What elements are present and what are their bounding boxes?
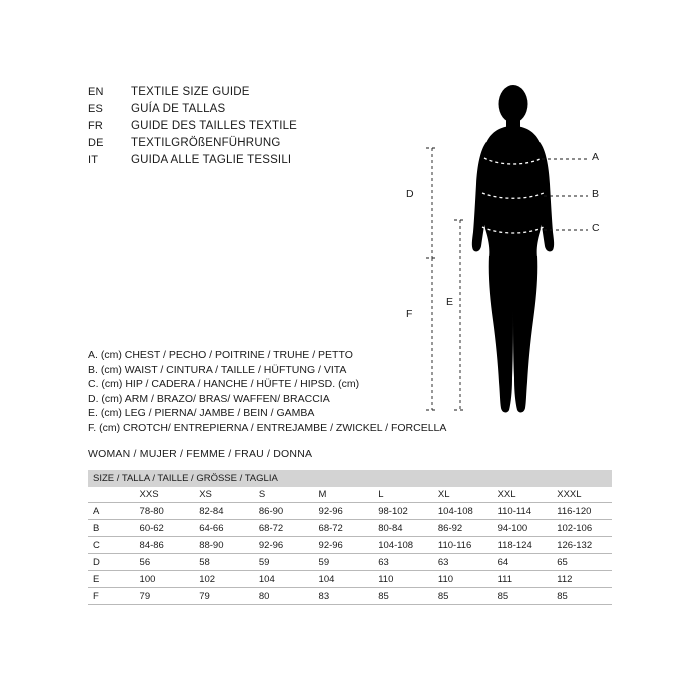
cell: 78-80 [135, 503, 195, 520]
cell: 104-108 [433, 503, 493, 520]
silhouette-shape [472, 85, 554, 412]
row-label-f: F [88, 588, 135, 605]
row-label-d: D [88, 554, 135, 571]
cell: 92-96 [254, 537, 314, 554]
cell: 83 [314, 588, 374, 605]
row-label-e: E [88, 571, 135, 588]
cell: 85 [493, 588, 553, 605]
cell: 110 [433, 571, 493, 588]
cell: 104 [314, 571, 374, 588]
cell: 104 [254, 571, 314, 588]
legend-item-e: E. (cm) LEG / PIERNA/ JAMBE / BEIN / GAMBA [88, 407, 315, 420]
column-s: S [254, 487, 314, 503]
title-lang-es: ES [88, 103, 104, 115]
legend-item-d: D. (cm) ARM / BRAZO/ BRAS/ WAFFEN/ BRACCIA [88, 392, 330, 405]
dim-label-b: B [592, 188, 600, 200]
cell: 59 [254, 554, 314, 571]
cell: 63 [433, 554, 493, 571]
cell: 82-84 [194, 503, 254, 520]
cell: 63 [373, 554, 433, 571]
row-label-b: B [88, 520, 135, 537]
title-row [88, 154, 418, 171]
row-label-a: A [88, 503, 135, 520]
column-xs: XS [194, 487, 254, 503]
title-row [88, 103, 418, 120]
cell: 111 [493, 571, 553, 588]
legend-item-b: B. (cm) WAIST / CINTURA / TAILLE / HÜFTUNG / VITA [88, 363, 347, 376]
title-text-es: GUÍA DE TALLAS [131, 103, 226, 115]
column-m: M [314, 487, 374, 503]
cell: 110-114 [493, 503, 553, 520]
cell: 104-108 [373, 537, 433, 554]
table-header-label: SIZE / TALLA / TAILLE / GRÖSSE / TAGLIA [88, 470, 612, 487]
table-header-row [88, 470, 612, 487]
column-xl: XL [433, 487, 493, 503]
cell: 112 [552, 571, 612, 588]
dim-label-f: F [406, 308, 413, 320]
title-lang-it: IT [88, 154, 99, 166]
table-row [88, 554, 612, 571]
cell: 59 [314, 554, 374, 571]
cell: 65 [552, 554, 612, 571]
cell: 85 [433, 588, 493, 605]
title-row [88, 86, 418, 103]
table-row [88, 520, 612, 537]
cell: 56 [135, 554, 195, 571]
measurement-legend [88, 348, 468, 436]
dim-label-a: A [592, 151, 600, 163]
cell: 68-72 [314, 520, 374, 537]
table-row [88, 537, 612, 554]
row-label-c: C [88, 537, 135, 554]
column-xxs: XXS [135, 487, 195, 503]
dim-label-e: E [446, 296, 454, 308]
cell: 94-100 [493, 520, 553, 537]
cell: 110-116 [433, 537, 493, 554]
cell: 64-66 [194, 520, 254, 537]
title-text-fr: GUIDE DES TAILLES TEXTILE [131, 120, 298, 132]
title-text-it: GUIDA ALLE TAGLIE TESSILI [131, 154, 292, 166]
cell: 64 [493, 554, 553, 571]
column-xxl: XXL [493, 487, 553, 503]
cell: 80 [254, 588, 314, 605]
cell: 102 [194, 571, 254, 588]
title-lang-fr: FR [88, 120, 104, 132]
dim-label-d: D [406, 188, 414, 200]
cell: 80-84 [373, 520, 433, 537]
title-text-en: TEXTILE SIZE GUIDE [131, 86, 250, 98]
cell: 100 [135, 571, 195, 588]
title-lang-en: EN [88, 86, 104, 98]
cell: 92-96 [314, 503, 374, 520]
size-table-wrap [88, 470, 612, 605]
cell: 85 [552, 588, 612, 605]
cell: 68-72 [254, 520, 314, 537]
cell: 79 [194, 588, 254, 605]
title-lang-de: DE [88, 137, 104, 149]
cell: 86-90 [254, 503, 314, 520]
cell: 58 [194, 554, 254, 571]
title-block [88, 86, 418, 171]
group-label: WOMAN / MUJER / FEMME / FRAU / DONNA [88, 448, 313, 460]
dim-label-c: C [592, 222, 600, 234]
cell: 126-132 [552, 537, 612, 554]
title-row [88, 137, 418, 154]
legend-item-f: F. (cm) CROTCH/ ENTREPIERNA / ENTREJAMBE / ZWICKEL / FORCELLA [88, 421, 447, 434]
legend-item-a: A. (cm) CHEST / PECHO / POITRINE / TRUHE / PETTO [88, 349, 353, 361]
title-text-de: TEXTILGRÖßENFÜHRUNG [131, 137, 281, 149]
legend-item-c: C. (cm) HIP / CADERA / HANCHE / HÜFTE / HIPSD. (cm) [88, 378, 360, 391]
table-row [88, 503, 612, 520]
cell: 116-120 [552, 503, 612, 520]
table-column-row [88, 487, 612, 503]
cell: 60-62 [135, 520, 195, 537]
cell: 102-106 [552, 520, 612, 537]
cell: 118-124 [493, 537, 553, 554]
table-row [88, 588, 612, 605]
cell: 92-96 [314, 537, 374, 554]
cell: 86-92 [433, 520, 493, 537]
cell: 110 [373, 571, 433, 588]
table-row [88, 571, 612, 588]
title-row [88, 120, 418, 137]
cell: 88-90 [194, 537, 254, 554]
column-l: L [373, 487, 433, 503]
cell: 79 [135, 588, 195, 605]
size-table [88, 470, 612, 605]
column-corner [88, 487, 135, 503]
cell: 85 [373, 588, 433, 605]
cell: 84-86 [135, 537, 195, 554]
cell: 98-102 [373, 503, 433, 520]
column-xxxl: XXXL [552, 487, 612, 503]
